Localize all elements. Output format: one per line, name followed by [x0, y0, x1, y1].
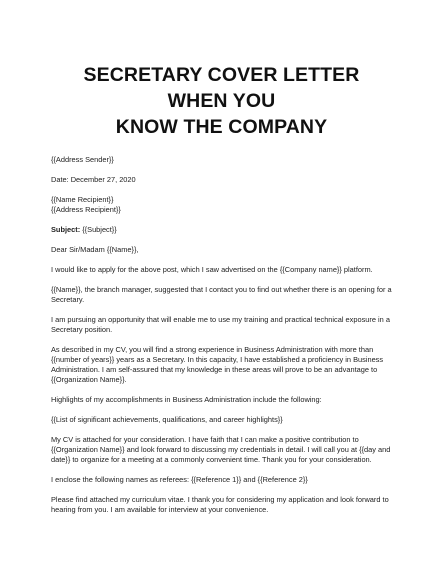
address-sender: {{Address Sender}} [51, 155, 114, 164]
paragraph: {{Name}}, the branch manager, suggested that I contact you to find out whether there is an opening for a Secretary. [51, 285, 392, 304]
paragraph: As described in my CV, you will find a strong experience in Business Administration with more than {{number of years}} years as a Secretary. In this capacity, I have established a proficiency in Business Administration. I am self-assured that my knowledge in these areas will prove to be an advantage to {{Organization Name}}. [51, 345, 384, 384]
paragraph: {{List of significant achievements, qualifications, and career highlights}} [51, 415, 283, 424]
subject-line [51, 225, 392, 235]
title-line-2: KNOW THE COMPANY [115, 116, 328, 138]
letter-body [51, 155, 392, 515]
paragraph: I enclose the following names as referees: {{Reference 1}} and {{Reference 2}} [51, 475, 308, 484]
paragraph: I would like to apply for the above post, which I saw advertised on the {{Company name}} platform. [51, 265, 373, 274]
letter-date: Date: December 27, 2020 [51, 175, 136, 184]
subject-label: Subject: [51, 225, 81, 234]
paragraph: Highlights of my accomplishments in Business Administration include the following: [51, 395, 322, 404]
title-line-1: SECRETARY COVER LETTER WHEN YOU [83, 64, 360, 112]
salutation: Dear Sir/Madam {{Name}}, [51, 245, 139, 254]
subject-value: {{Subject}} [80, 225, 117, 234]
letter-title [51, 0, 392, 140]
paragraph: I am pursuing an opportunity that will enable me to use my training and practical technical exposure in a Secretary position. [51, 315, 390, 334]
paragraph: Please find attached my curriculum vitae. I thank you for considering my application and look forward to hearing from you. I am available for interview at your convenience. [51, 495, 389, 514]
paragraph: My CV is attached for your consideration. I have faith that I can make a positive contribution to {{Organization Name}} and look forward to discussing my credentials in detail. I will call you at {{day and date}} to organize for a meeting at a commonly convenient time. Thank you for your consideration. [51, 435, 391, 464]
name-recipient: {{Name Recipient}} [51, 195, 114, 204]
address-recipient: {{Address Recipient}} [51, 205, 121, 214]
